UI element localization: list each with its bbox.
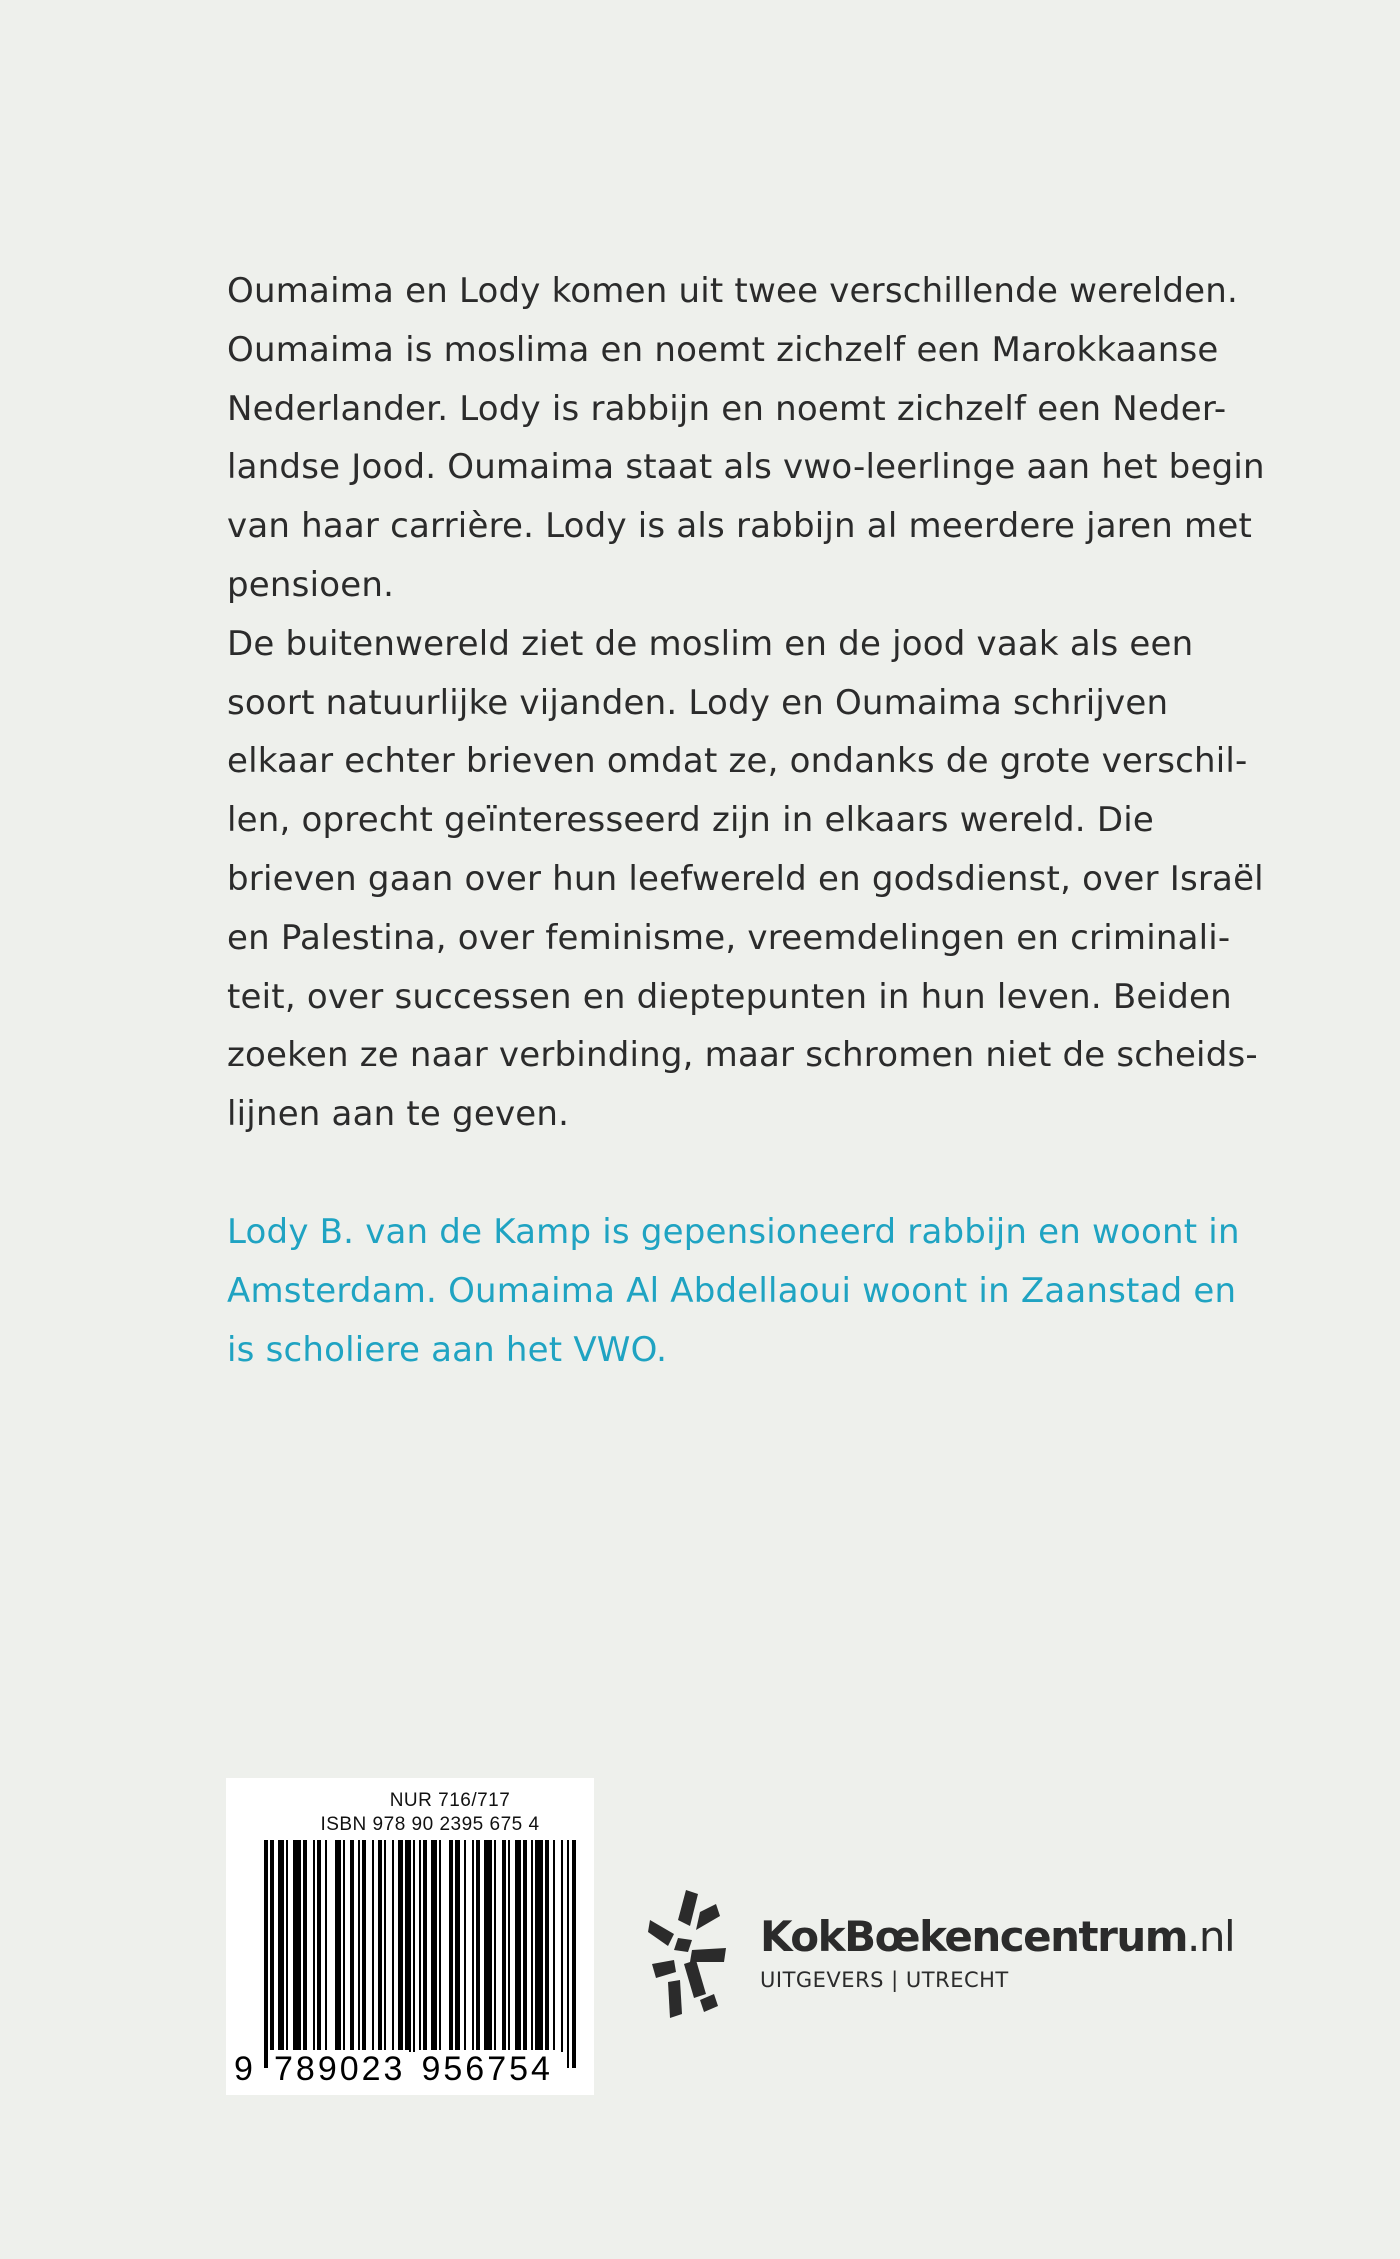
blurb-line: len, oprecht geïnteresseerd zijn in elkaars wereld. Die [227,800,1154,841]
blurb-line: lijnen aan te geven. [227,1094,570,1135]
blurb-line: van haar carrière. Lody is als rabbijn al meerdere jaren met [227,506,1253,547]
barcode-bars [264,1840,576,2068]
blurb-line: Oumaima en Lody komen uit twee verschillende werelden. [227,271,1239,311]
barcode-first-digit: 9 [234,2050,253,2088]
barcode-digits [234,2050,590,2089]
publisher-name: KokBœkencentrum.nl [760,1912,1235,1961]
publisher-subtitle: UITGEVERS | UTRECHT [760,1968,1009,1992]
blurb-line: elkaar echter brieven omdat ze, ondanks de grote verschil- [227,741,1248,782]
isbn-number: ISBN 978 90 2395 675 4 [320,1814,540,1835]
barcode-digit-group-right: 956754 [417,2050,556,2089]
author-bio [227,1203,1240,1379]
blurb-line: De buitenwereld ziet de moslim en de jood vaak als een [227,623,1194,664]
back-cover-blurb [227,262,1265,1144]
blurb-line: Oumaima is moslima en noemt zichzelf een Marokkaanse [227,329,1219,370]
blurb-line: en Palestina, over feminisme, vreemdelingen en criminali- [227,917,1231,958]
isbn-barcode [226,1778,594,2095]
blurb-line: zoeken ze naar verbinding, maar schromen niet de scheids- [227,1035,1258,1076]
author-bio-line: is scholiere aan het VWO. [227,1329,668,1370]
publisher-tld: .nl [1187,1912,1235,1961]
nur-code: NUR 716/717 [389,1790,511,1811]
blurb-line: Nederlander. Lody is rabbijn en noemt zichzelf een Neder- [227,388,1227,429]
blurb-line: soort natuurlijke vijanden. Lody en Oumaima schrijven [227,682,1169,723]
blurb-line: teit, over successen en dieptepunten in hun leven. Beiden [227,976,1232,1017]
author-bio-line: Amsterdam. Oumaima Al Abdellaoui woont in Zaanstad en [227,1270,1237,1311]
kokboekencentrum-logo-icon [648,1890,726,2018]
author-bio-line: Lody B. van de Kamp is gepensioneerd rabbijn en woont in [227,1212,1240,1252]
blurb-line: landse Jood. Oumaima staat als vwo-leerlinge aan het begin [227,447,1265,488]
publisher-logo [648,1890,1248,2020]
barcode-digit-group-left: 789023 [270,2050,409,2089]
blurb-line: brieven gaan over hun leefwereld en godsdienst, over Israël [227,858,1264,899]
blurb-line: pensioen. [227,564,395,605]
